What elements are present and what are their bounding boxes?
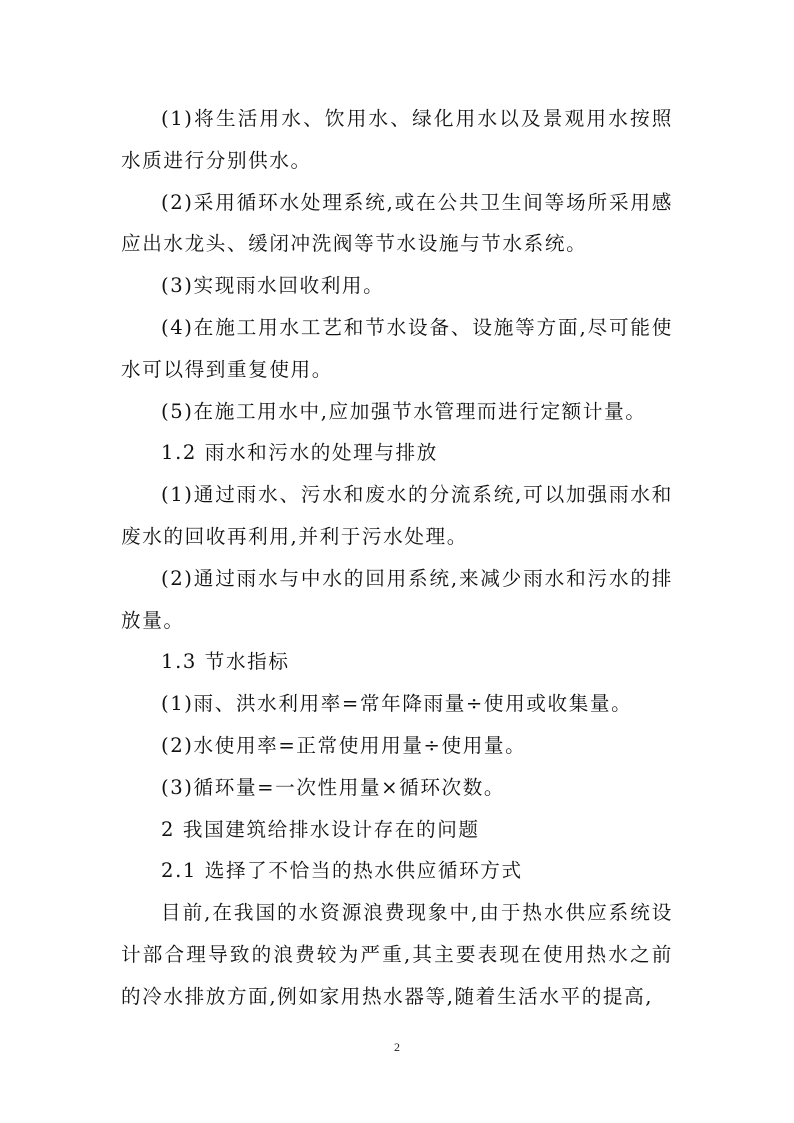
paragraph-4: (4)在施工用水工艺和节水设备、设施等方面,尽可能使水可以得到重复使用。: [121, 315, 673, 381]
paragraph-2: (2)采用循环水处理系统,或在公共卫生间等场所采用感应出水龙头、缓闭冲洗阀等节水设施与节水系统。: [121, 190, 673, 256]
section-heading-1-2: 1.2 雨水和污水的处理与排放: [161, 441, 438, 465]
page-number: 2: [394, 1040, 400, 1054]
paragraph-6: (1)通过雨水、污水和废水的分流系统,可以加强雨水和废水的回收再利用,并利于污水处理。: [121, 483, 673, 548]
paragraph-10: (3)循环量=一次性用量×循环次数。: [161, 775, 506, 799]
paragraph-8: (1)雨、洪水利用率=常年降雨量÷使用或收集量。: [161, 692, 633, 716]
paragraph-9: (2)水使用率=正常使用用量÷使用量。: [161, 733, 527, 757]
section-heading-2: 2 我国建筑给排水设计存在的问题: [161, 817, 480, 841]
paragraph-1: (1)将生活用水、饮用水、绿化用水以及景观用水按照水质进行分别供水。: [121, 107, 673, 172]
section-heading-1-3: 1.3 节水指标: [161, 650, 290, 674]
document-body: [121, 98, 673, 1018]
paragraph-3: (3)实现雨水回收利用。: [161, 274, 385, 298]
paragraph-7: (2)通过雨水与中水的回用系统,来减少雨水和污水的排放量。: [121, 566, 673, 632]
paragraph-5: (5)在施工用水中,应加强节水管理而进行定额计量。: [161, 399, 647, 423]
paragraph-11: 目前,在我国的水资源浪费现象中,由于热水供应系统设计部合理导致的浪费较为严重,其主要表现在使用热水之前的冷水排放方面,例如家用热水器等,随着生活水平的提高,: [121, 901, 673, 1008]
section-heading-2-1: 2.1 选择了不恰当的热水供应循环方式: [161, 859, 523, 883]
